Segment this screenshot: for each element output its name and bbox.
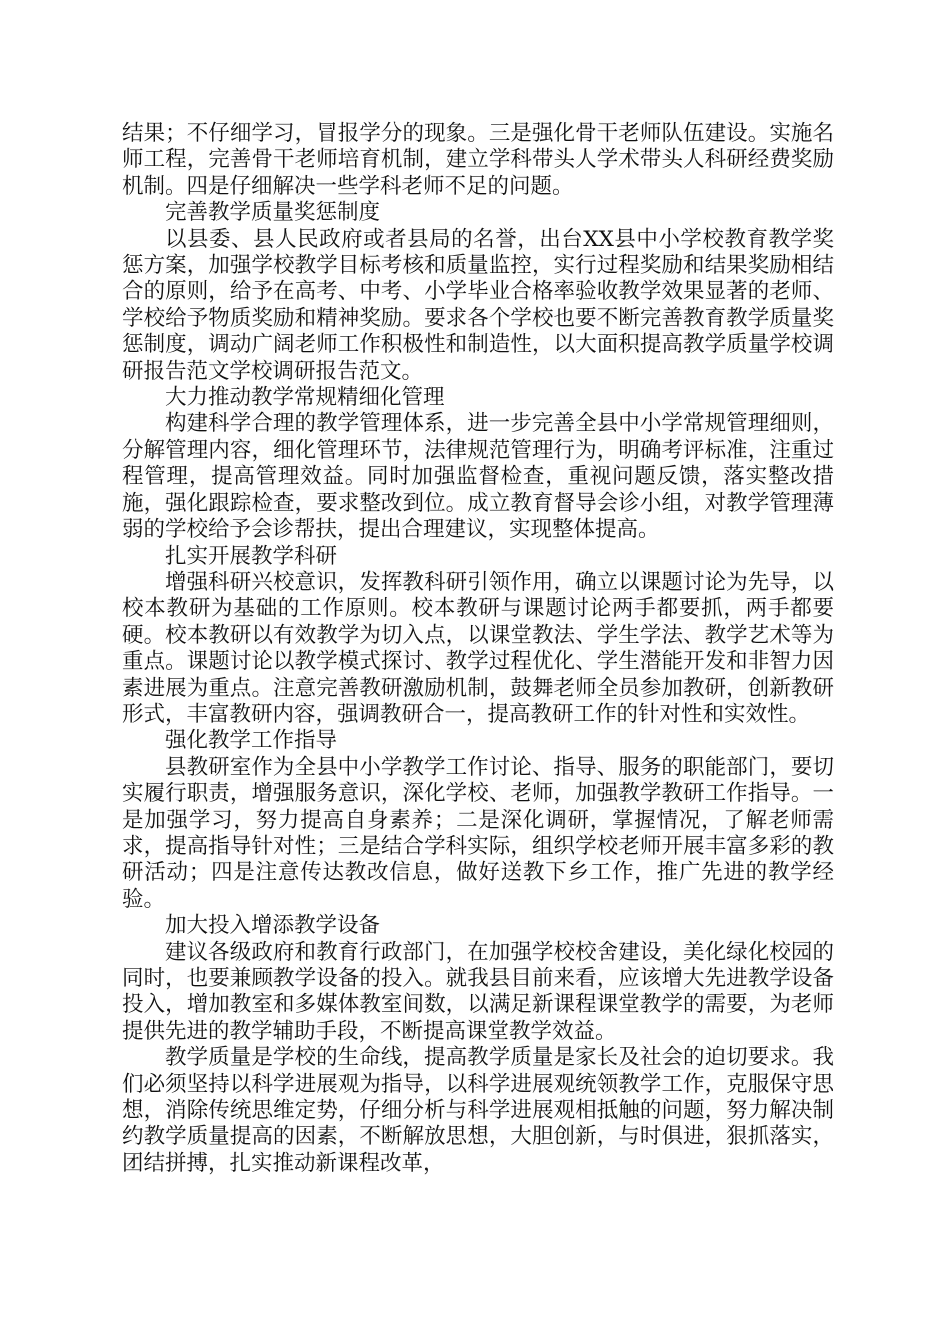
section-heading-routine-management: 大力推动教学常规精细化管理 [165,385,445,411]
paragraph-routine-management: 构建科学合理的教学管理体系，进一步完善全县中小学常规管理细则，分解管理内容，细化管理环节，法律规范管理行为，明确考评标准，注重过程管理，提高管理效益。同时加强监督检查，重视问题反馈，落实整改措施，强化跟踪检查，要求整改到位。成立教育督导会诊小组，对教学管理薄弱的学校给予会诊帮扶，提出合理建议，实现整体提高。 [122,411,834,543]
paragraph-teaching-guidance: 县教研室作为全县中小学教学工作讨论、指导、服务的职能部门，要切实履行职责，增强服务意识，深化学校、老师，加强教学教研工作指导。一是加强学习，努力提高自身素养；二是深化调研，掌握情况，了解老师需求，提高指导针对性；三是结合学科实际，组织学校老师开展丰富多彩的教研活动；四是注意传达教改信息，做好送教下乡工作，推广先进的教学经验。 [122,754,834,912]
paragraph-teaching-research: 增强科研兴校意识，发挥教科研引领作用，确立以课题讨论为先导，以校本教研为基础的工作原则。校本教研与课题讨论两手都要抓，两手都要硬。校本教研以有效教学为切入点，以课堂教法、学生学法、教学艺术等为重点。课题讨论以教学模式探讨、教学过程优化、学生潜能开发和非智力因素进展为重点。注意完善教研激励机制，鼓舞老师全员参加教研，创新教研形式，丰富教研内容，强调教研合一，提高教研工作的针对性和实效性。 [122,569,834,727]
paragraph-conclusion: 教学质量是学校的生命线，提高教学质量是家长及社会的迫切要求。我们必须坚持以科学进展观为指导，以科学进展观统领教学工作，克服保守思想，消除传统思维定势，仔细分析与科学进展观相抵触的问题，努力解决制约教学质量提高的因素，不断解放思想，大胆创新，与时俱进，狠抓落实，团结拼搏，扎实推动新课程改革， [122,1045,834,1176]
section-heading-teaching-guidance: 强化教学工作指导 [165,728,338,754]
section-heading-equipment-investment: 加大投入增添教学设备 [165,913,381,939]
document-body [122,121,834,1177]
section-heading-reward-system: 完善教学质量奖惩制度 [165,200,381,226]
paragraph-reward-system: 以县委、县人民政府或者县局的名誉，出台XX县中小学校教育教学奖惩方案，加强学校教学目标考核和质量监控，实行过程奖励和结果奖励相结合的原则，给予在高考、中考、小学毕业合格率验收教学效果显著的老师、学校给予物质奖励和精神奖励。要求各个学校也要不断完善教育教学质量奖惩制度，调动广阔老师工作积极性和制造性，以大面积提高教学质量学校调研报告范文学校调研报告范文。 [122,226,834,384]
section-heading-teaching-research: 扎实开展教学科研 [165,543,338,569]
continuation-paragraph: 结果；不仔细学习，冒报学分的现象。三是强化骨干老师队伍建设。实施名师工程，完善骨干老师培育机制，建立学科带头人学术带头人科研经费奖励机制。四是仔细解决一些学科老师不足的问题。 [122,121,834,199]
paragraph-equipment-investment: 建议各级政府和教育行政部门，在加强学校校舍建设，美化绿化校园的同时，也要兼顾教学设备的投入。就我县目前来看，应该增大先进教学设备投入，增加教室和多媒体教室间数，以满足新课程课堂教学的需要，为老师提供先进的教学辅助手段，不断提高课堂教学效益。 [122,939,834,1044]
